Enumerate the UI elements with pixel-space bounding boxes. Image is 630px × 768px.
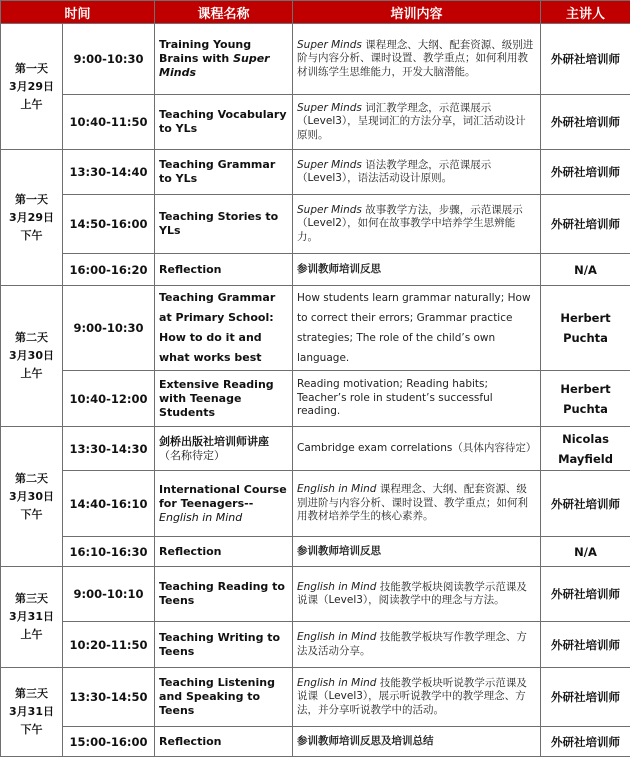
content-cell: 参训教师培训反思及培训总结 xyxy=(293,727,541,757)
day-cell xyxy=(1,668,63,757)
day-cell xyxy=(1,24,63,150)
speaker-cell: 外研社培训师 xyxy=(541,95,630,150)
day-period: 上午 xyxy=(20,97,43,111)
table-row xyxy=(1,195,630,254)
course-title: 剑桥出版社培训师讲座 xyxy=(159,434,270,448)
content-cell xyxy=(293,150,541,195)
table-row xyxy=(1,622,630,668)
header-content: 培训内容 xyxy=(293,1,541,24)
speaker-cell: 外研社培训师 xyxy=(541,195,630,254)
speaker-cell: Herbert Puchta xyxy=(541,371,630,427)
course-cell: Teaching Writing to Teens xyxy=(155,622,293,668)
header-row xyxy=(1,1,630,24)
table-row xyxy=(1,567,630,622)
day-cell xyxy=(1,567,63,668)
course-cell: Reflection xyxy=(155,537,293,567)
speaker-cell: 外研社培训师 xyxy=(541,567,630,622)
content-cell: Reading motivation; Reading habits; Teacher’s role in student’s successful reading. xyxy=(293,371,541,427)
course-title-italic: Super Minds xyxy=(159,52,270,79)
table-row xyxy=(1,95,630,150)
header-course: 课程名称 xyxy=(155,1,293,24)
course-title: International Course for Teenagers-- xyxy=(159,482,287,510)
course-cell xyxy=(155,24,293,95)
content-italic: English in Mind xyxy=(297,580,377,593)
table-row xyxy=(1,471,630,537)
content-text: 技能教学板块写作教学理念、方法及活动分享。 xyxy=(297,631,527,657)
content-text: 课程理念、大纲、配套资源、级别进阶与内容分析、课时设置、教学重点；如何利用教材培养学生的核心素养。 xyxy=(297,483,529,523)
content-cell xyxy=(293,668,541,727)
speaker-cell: 外研社培训师 xyxy=(541,727,630,757)
content-italic: English in Mind xyxy=(297,631,377,643)
course-cell: Teaching Vocabulary to YLs xyxy=(155,95,293,150)
content-italic: English in Mind xyxy=(297,676,377,689)
day-cell xyxy=(1,427,63,567)
time-cell: 13:30-14:40 xyxy=(63,150,155,195)
day-date: 3月31日 xyxy=(9,705,54,718)
content-italic: Super Minds xyxy=(297,38,362,51)
content-italic: English in Mind xyxy=(297,483,377,496)
content-italic: Super Minds xyxy=(297,101,362,114)
speaker-cell: 外研社培训师 xyxy=(541,24,630,95)
speaker-cell: 外研社培训师 xyxy=(541,622,630,668)
content-cell xyxy=(293,622,541,668)
content-cell: 参训教师培训反思 xyxy=(293,254,541,286)
day-cell xyxy=(1,286,63,427)
speaker-cell: 外研社培训师 xyxy=(541,668,630,727)
time-cell: 16:10-16:30 xyxy=(63,537,155,567)
course-cell: Teaching Grammar to YLs xyxy=(155,150,293,195)
day-period: 上午 xyxy=(20,628,43,641)
table-row xyxy=(1,371,630,427)
course-subtitle: （名称待定） xyxy=(159,448,226,462)
header-time: 时间 xyxy=(1,1,155,24)
course-title: Training Young Brains with xyxy=(159,38,252,65)
course-cell: Extensive Reading with Teenage Students xyxy=(155,371,293,427)
content-text: 技能教学板块阅读教学示范课及说课（Level3），阅读教学中的理念与方法。 xyxy=(297,580,527,606)
time-cell: 15:00-16:00 xyxy=(63,727,155,757)
content-text: 语法教学理念，示范课展示（Level3），语法活动设计原则。 xyxy=(297,158,492,184)
header-speaker: 主讲人 xyxy=(541,1,630,24)
day-label: 第一天 xyxy=(15,192,48,206)
day-cell xyxy=(1,150,63,286)
day-date: 3月30日 xyxy=(9,349,54,362)
speaker-cell: Nicolas Mayfield xyxy=(541,427,630,471)
day-date: 3月29日 xyxy=(9,210,54,224)
course-cell: Teaching Reading to Teens xyxy=(155,567,293,622)
day-period: 下午 xyxy=(20,507,43,521)
day-label: 第三天 xyxy=(15,687,48,700)
day-period: 下午 xyxy=(20,723,43,736)
course-cell: Teaching Stories to YLs xyxy=(155,195,293,254)
course-cell xyxy=(155,471,293,537)
speaker-cell: 外研社培训师 xyxy=(541,150,630,195)
day-period: 下午 xyxy=(20,228,43,242)
course-cell: Reflection xyxy=(155,727,293,757)
table-row xyxy=(1,668,630,727)
course-cell: Reflection xyxy=(155,254,293,286)
day-label: 第二天 xyxy=(15,471,48,485)
time-cell: 9:00-10:30 xyxy=(63,286,155,371)
time-cell: 10:40-12:00 xyxy=(63,371,155,427)
content-cell xyxy=(293,471,541,537)
content-cell: Cambridge exam correlations（具体内容待定） xyxy=(293,427,541,471)
time-cell: 13:30-14:30 xyxy=(63,427,155,471)
content-italic: Super Minds xyxy=(297,158,362,171)
time-cell: 9:00-10:30 xyxy=(63,24,155,95)
course-title-italic: English in Mind xyxy=(159,510,243,524)
time-cell: 14:40-16:10 xyxy=(63,471,155,537)
content-cell xyxy=(293,195,541,254)
content-text: 技能教学板块听说教学示范课及说课（Level3），展示听说教学中的教学理念、方法，并分享听说教学中的活动。 xyxy=(297,676,527,716)
time-cell: 10:20-11:50 xyxy=(63,622,155,668)
table-row xyxy=(1,537,630,567)
content-cell xyxy=(293,567,541,622)
day-date: 3月31日 xyxy=(9,610,54,623)
content-cell: 参训教师培训反思 xyxy=(293,537,541,567)
day-label: 第一天 xyxy=(15,61,48,75)
content-text: 词汇教学理念，示范课展示（Level3），呈现词汇的方法分享，词汇活动设计原则。 xyxy=(297,101,526,141)
day-label: 第二天 xyxy=(15,331,48,344)
time-cell: 14:50-16:00 xyxy=(63,195,155,254)
time-cell: 9:00-10:10 xyxy=(63,567,155,622)
time-cell: 16:00-16:20 xyxy=(63,254,155,286)
speaker-cell: N/A xyxy=(541,537,630,567)
content-italic: Super Minds xyxy=(297,203,362,216)
course-cell: Teaching Grammar at Primary School: How to do it and what works best xyxy=(155,286,293,371)
course-cell: Teaching Listening and Speaking to Teens xyxy=(155,668,293,727)
content-cell xyxy=(293,95,541,150)
day-date: 3月29日 xyxy=(9,79,54,93)
day-period: 上午 xyxy=(20,367,43,380)
course-cell xyxy=(155,427,293,471)
table-row xyxy=(1,286,630,371)
content-text: 故事教学方法，步骤，示范课展示（Level2），如何在故事教学中培养学生思辨能力。 xyxy=(297,203,523,243)
table-row xyxy=(1,427,630,471)
time-cell: 13:30-14:50 xyxy=(63,668,155,727)
day-date: 3月30日 xyxy=(9,489,54,503)
table-row xyxy=(1,727,630,757)
speaker-cell: Herbert Puchta xyxy=(541,286,630,371)
table-row xyxy=(1,254,630,286)
table-row xyxy=(1,24,630,95)
table-row xyxy=(1,150,630,195)
speaker-cell: 外研社培训师 xyxy=(541,471,630,537)
content-text: 课程理念、大纲、配套资源、级别进阶与内容分析、课时设置、教学重点；如何利用教材训练学生思维能力，开发大脑潜能。 xyxy=(297,38,534,78)
speaker-cell: N/A xyxy=(541,254,630,286)
time-cell: 10:40-11:50 xyxy=(63,95,155,150)
day-label: 第三天 xyxy=(15,592,48,605)
content-cell xyxy=(293,24,541,95)
content-cell: How students learn grammar naturally; How to correct their errors; Grammar practice strategies; The role of the child’s own language. xyxy=(293,286,541,371)
